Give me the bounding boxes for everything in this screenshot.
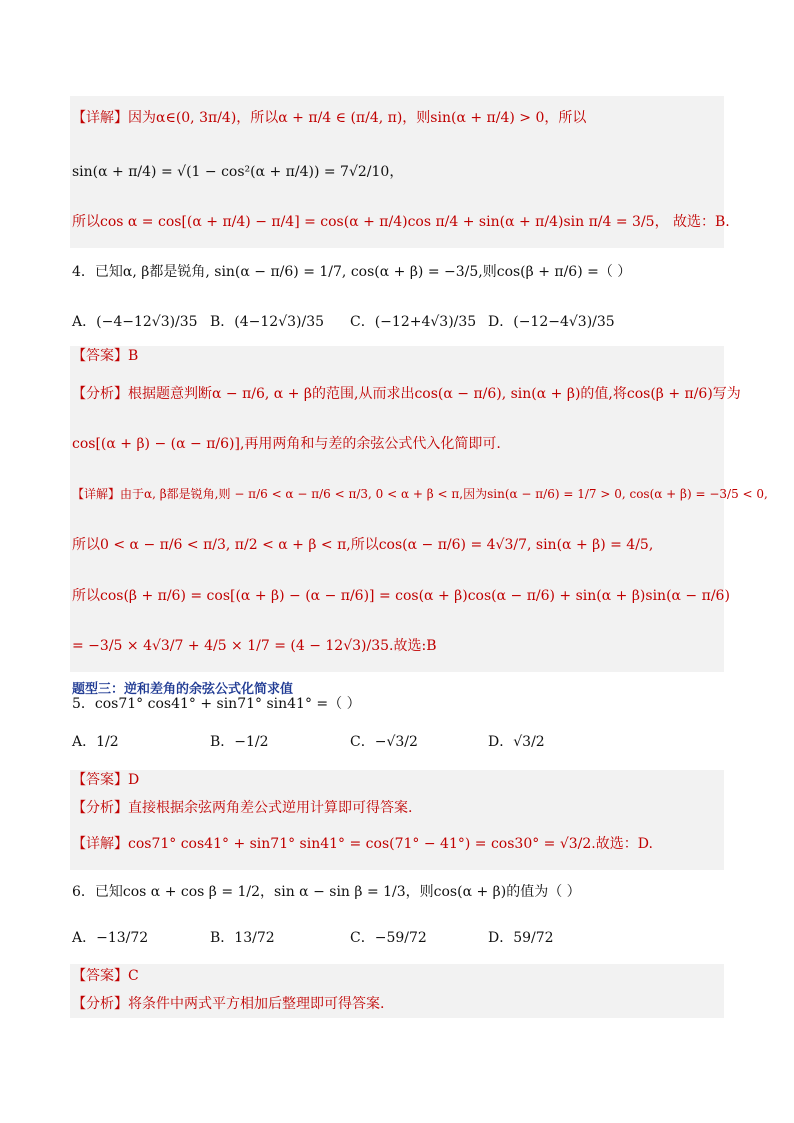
section-heading: 题型三：逆和差角的余弦公式化简求值 — [72, 682, 294, 697]
detail-line-3 — [72, 212, 730, 232]
detail-conclusion: 所以cos α = cos[(α + π/4) − π/4] = cos(α + π/4)cos π/4 + sin(α + π/4)sin π/4 = 3/5， 故选：B. — [72, 214, 730, 230]
q6-option-d: D．59/72 — [488, 930, 554, 946]
q5-option-d: D．√3/2 — [488, 734, 545, 750]
q4-answer-value: B — [128, 348, 139, 364]
q4-option-d: D．(−12−4√3)/35 — [488, 314, 615, 330]
q4-option-a: A．(−4−12√3)/35 — [72, 314, 198, 330]
q6-option-a: A．−13/72 — [72, 930, 149, 946]
q6-option-c: C．−59/72 — [350, 930, 427, 946]
q4-analysis-1: 【分析】根据题意判断α − π/6, α + β的范围,从而求出cos(α − π/6), sin(α + β)的值,将cos(β + π/6)写为 — [72, 386, 741, 402]
detail-line-2 — [72, 162, 403, 182]
question-6-stem: 6．已知cos α + cos β = 1/2，sin α − sin β = 1/3，则cos(α + β)的值为（ ） — [72, 884, 581, 900]
detail-tag: 【详解】 — [72, 110, 128, 126]
q5-option-b: B．−1/2 — [210, 734, 269, 750]
q5-answer: 【答案】D — [72, 772, 140, 788]
q6-answer: 【答案】C — [72, 968, 139, 984]
q5-answer-value: D — [128, 772, 140, 788]
q6-analysis: 【分析】将条件中两式平方相加后整理即可得答案. — [72, 996, 385, 1012]
detail-formula: sin(α + π/4) = √(1 − cos²(α + π/4)) = 7√2/10， — [72, 164, 404, 180]
solution-block-q5 — [70, 770, 724, 870]
detail-line-1 — [72, 108, 586, 128]
detail-text: 因为α∈(0, 3π/4)，所以α + π/4 ∈ (π/4, π)，则sin(α + π/4) > 0，所以 — [128, 110, 587, 126]
q5-detail: 【详解】cos71° cos41° + sin71° sin41° = cos(71° − 41°) = cos30° = √3/2.故选：D. — [72, 836, 653, 852]
question-4-stem: 4．已知α, β都是锐角, sin(α − π/6) = 1/7, cos(α + β) = −3/5,则cos(β + π/6) =（ ） — [72, 264, 632, 280]
q4-detail-1: 【详解】由于α, β都是锐角,则 − π/6 < α − π/6 < π/3, 0 < α + β < π,因为sin(α − π/6) = 1/7 > 0, cos(α + β) = −3/5 < 0, — [72, 487, 768, 501]
q4-detail-3: 所以cos(β + π/6) = cos[(α + β) − (α − π/6)] = cos(α + β)cos(α − π/6) + sin(α + β)sin(α − π/6) — [72, 588, 730, 604]
question-5-stem: 5．cos71° cos41° + sin71° sin41° =（ ） — [72, 696, 361, 712]
q5-option-c: C．−√3/2 — [350, 734, 418, 750]
q4-detail-2: 所以0 < α − π/6 < π/3, π/2 < α + β < π,所以cos(α − π/6) = 4√3/7, sin(α + β) = 4/5, — [72, 537, 654, 553]
q4-option-b: B．(4−12√3)/35 — [210, 314, 325, 330]
q6-answer-value: C — [128, 968, 139, 984]
q4-option-c: C．(−12+4√3)/35 — [350, 314, 477, 330]
q4-detail-4: = −3/5 × 4√3/7 + 4/5 × 1/7 = (4 − 12√3)/35.故选:B — [72, 638, 437, 654]
q6-option-b: B．13/72 — [210, 930, 275, 946]
q4-answer: 【答案】B — [72, 348, 139, 364]
q5-option-a: A．1/2 — [72, 734, 119, 750]
q4-analysis-2: cos[(α + β) − (α − π/6)],再用两角和与差的余弦公式代入化简即可. — [72, 436, 501, 452]
q5-analysis: 【分析】直接根据余弦两角差公式逆用计算即可得答案. — [72, 800, 413, 816]
